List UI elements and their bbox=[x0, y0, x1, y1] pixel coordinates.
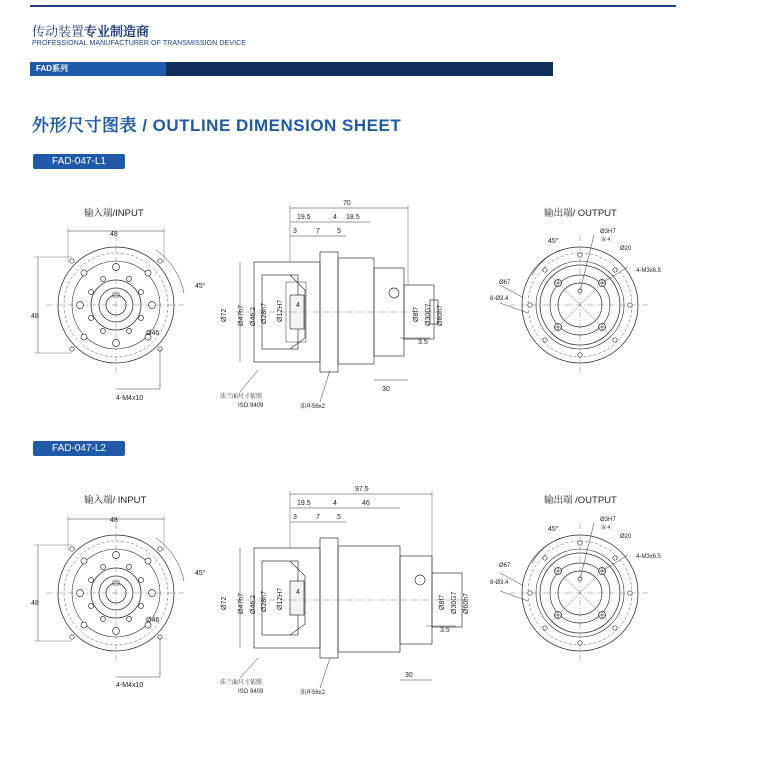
side-note1-l2: 法兰面尺寸依照 bbox=[220, 680, 263, 686]
output-label-l1: 输出端/ OUTPUT bbox=[544, 208, 617, 219]
side-d28-l1: Ø28h7 bbox=[261, 302, 268, 324]
output-d67-l2: Ø67 bbox=[499, 563, 511, 569]
side-d12-l2: Ø12H7 bbox=[277, 587, 284, 610]
side-note2-l1: ISO 9409 bbox=[238, 403, 264, 409]
side-note2-l2: ISO 9409 bbox=[238, 689, 264, 695]
side-ring-l1: 油环56x2 bbox=[300, 404, 326, 410]
output-angle-l2: 45° bbox=[548, 526, 559, 533]
output-holes-l1: 8-Ø3.4 bbox=[490, 296, 509, 302]
side-view-l2 bbox=[236, 491, 470, 688]
input-label-l2: 输入端/ INPUT bbox=[84, 495, 147, 506]
side-note1-l1: 法兰面尺寸依照 bbox=[220, 394, 263, 400]
side-len30-l2: 30 bbox=[405, 672, 413, 679]
side-d2-l1: 4 bbox=[333, 214, 337, 221]
side-s3-l1: 5 bbox=[337, 228, 341, 235]
side-len30-l1: 30 bbox=[382, 386, 390, 393]
side-d46-l1: Ø46.2 bbox=[250, 306, 257, 326]
side-d3-l2: 46 bbox=[362, 500, 370, 507]
side-d47-l1: Ø47h7 bbox=[238, 304, 245, 326]
side-total-l2: 97.5 bbox=[355, 486, 369, 493]
input-height-l1: 48 bbox=[31, 313, 39, 320]
side-d72-l1: Ø72 bbox=[221, 308, 228, 322]
output-depth-l1: 深 4 bbox=[601, 237, 611, 243]
output-thread-l1: 4-M3x6.5 bbox=[636, 268, 662, 274]
input-bolts-l2: 4-M4x10 bbox=[116, 682, 144, 689]
input-label-l1: 输入端/INPUT bbox=[84, 208, 144, 219]
model-tag-l2: FAD-047-L2 bbox=[33, 441, 125, 456]
side-s2-l2: 7 bbox=[316, 514, 320, 521]
side-len35-l1: 3.5 bbox=[418, 339, 428, 346]
series-label: FAD系列 bbox=[30, 62, 166, 76]
side-s1-l1: 3 bbox=[293, 228, 297, 235]
side-d28-l2: Ø28h7 bbox=[261, 590, 268, 612]
side-d8-l1: Ø8f7 bbox=[413, 306, 420, 322]
side-ring-l2: 油环56x2 bbox=[300, 690, 326, 696]
output-hole-l1: Ø3H7 bbox=[600, 229, 616, 235]
input-width-l2: 48 bbox=[110, 517, 118, 524]
side-d47-l2: Ø47h7 bbox=[238, 592, 245, 614]
output-d20-l2: Ø20 bbox=[620, 534, 632, 540]
side-total-l1: 70 bbox=[343, 200, 351, 207]
input-width-l1: 48 bbox=[110, 231, 118, 238]
side-d8-l2: Ø8f7 bbox=[439, 594, 446, 610]
model-tag-l1: FAD-047-L1 bbox=[33, 154, 125, 169]
brand-subtitle: PROFESSIONAL MANUFACTURER OF TRANSMISSION DEVICE bbox=[32, 40, 247, 47]
side-d1-l2: 19.5 bbox=[297, 500, 311, 507]
side-d46-l2: Ø46.2 bbox=[250, 594, 257, 614]
output-label-l2: 输出端 /OUTPUT bbox=[544, 495, 617, 506]
side-d72-l2: Ø72 bbox=[221, 596, 228, 610]
side-d2-l2: 4 bbox=[333, 500, 337, 507]
side-key-l2: 4 bbox=[296, 589, 300, 596]
output-hole-l2: Ø3H7 bbox=[600, 517, 616, 523]
side-d12-l1: Ø12H7 bbox=[277, 299, 284, 322]
side-s3-l2: 5 bbox=[337, 514, 341, 521]
output-d67-l1: Ø67 bbox=[499, 280, 511, 286]
side-s1-l2: 3 bbox=[293, 514, 297, 521]
side-d60-l2: Ø60h7 bbox=[463, 592, 470, 614]
brand-title: 传动装置专业制造商 bbox=[32, 24, 150, 39]
side-key-l1: 4 bbox=[296, 302, 300, 309]
side-d3-l1: 18.5 bbox=[346, 214, 360, 221]
input-bolts-l1: 4-M4x10 bbox=[116, 395, 144, 402]
input-height-l2: 48 bbox=[31, 600, 39, 607]
output-d20-l1: Ø20 bbox=[620, 246, 632, 252]
side-d30-l1: Ø30G7 bbox=[425, 303, 432, 326]
side-s2-l1: 7 bbox=[316, 228, 320, 235]
input-angle-l2: 45° bbox=[195, 570, 206, 577]
sheet-title: 外形尺寸图表 / OUTLINE DIMENSION SHEET bbox=[32, 116, 402, 135]
side-len35-l2: 3.5 bbox=[440, 627, 450, 634]
output-holes-l2: 8-Ø3.4 bbox=[490, 580, 509, 586]
output-angle-l1: 45° bbox=[548, 238, 559, 245]
side-d30-l2: Ø30G7 bbox=[451, 591, 458, 614]
input-dia-l2: Ø46 bbox=[146, 617, 160, 624]
output-depth-l2: 深 4 bbox=[601, 525, 611, 531]
side-d1-l1: 19.5 bbox=[297, 214, 311, 221]
side-d60-l1: Ø60h7 bbox=[437, 304, 444, 326]
input-dia-l1: Ø46 bbox=[146, 330, 160, 337]
input-angle-l1: 45° bbox=[195, 283, 206, 290]
output-thread-l2: 4-M3x6.5 bbox=[636, 554, 662, 560]
